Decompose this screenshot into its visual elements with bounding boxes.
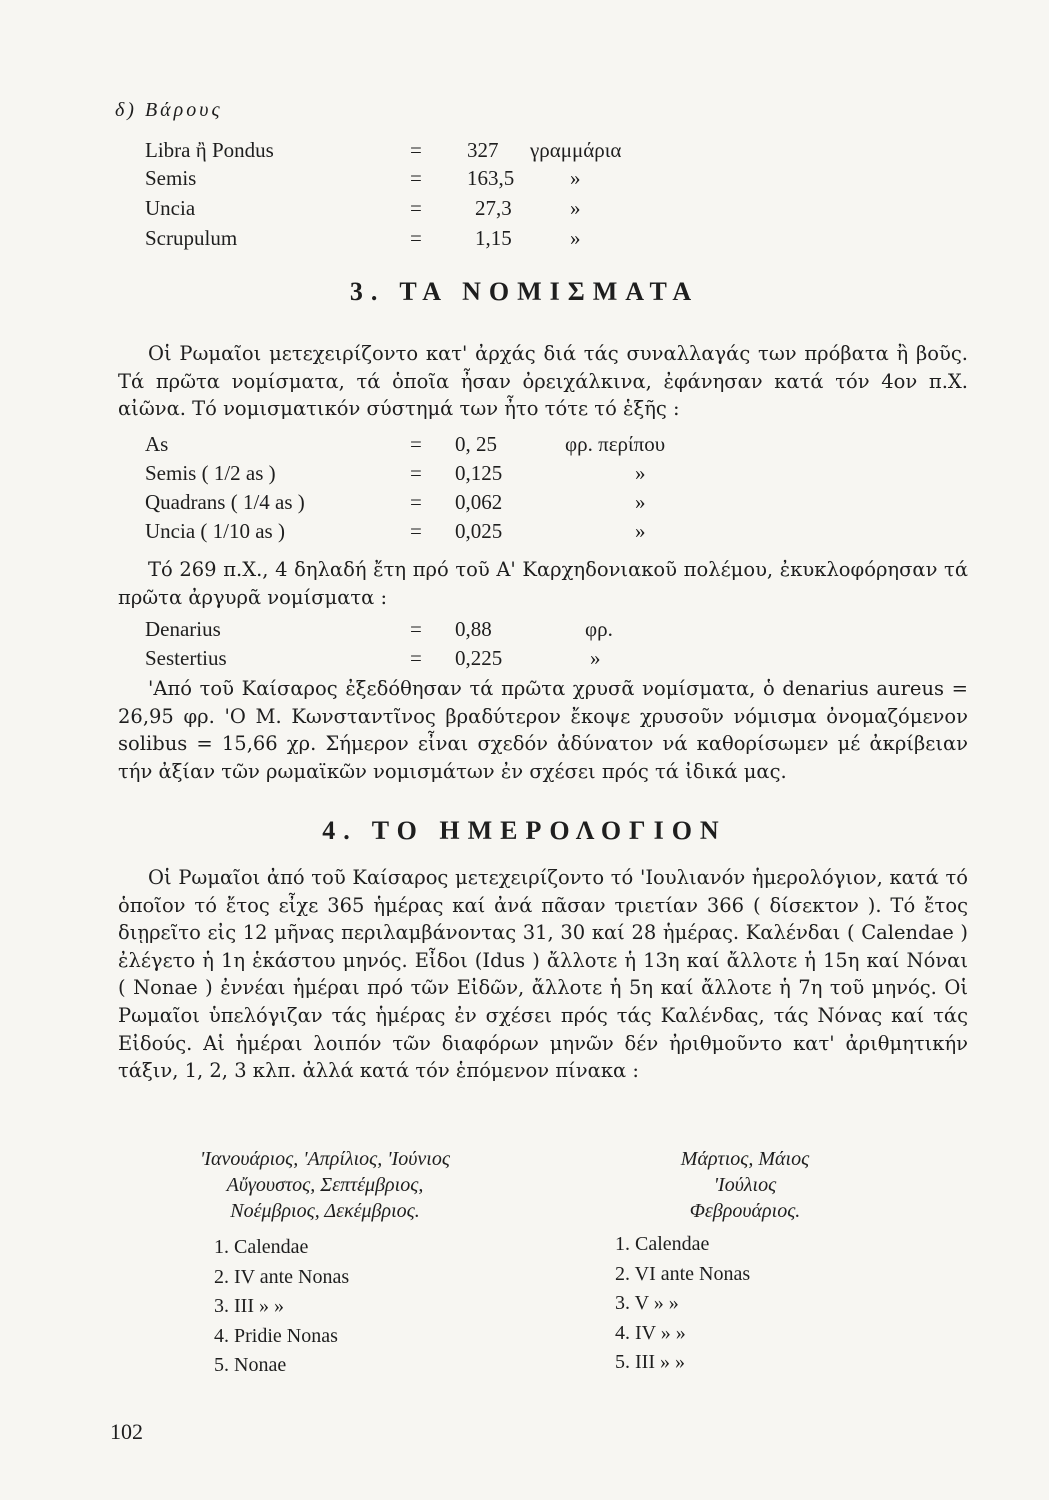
coin-row bbox=[145, 617, 845, 645]
coins-closing-text: 'Από τοῦ Καίσαρος ἐξεδόθησαν τά πρῶτα χρυσᾶ νομίσματα, ὁ denarius aureus = 26,95 φρ. 'Ο Μ. Κωνσταντῖνος βραδύτερον ἔκοψε χρυσοῦν νόμισμα ὀνομαζόμενον solibus = 15,66 χρ. Σήμερον εἶναι σχεδόν ἀδύνατον νά καθορίσωμεν μέ ἀκρίβειαν τήν ἀξίαν τῶν ρωμαϊκῶν νομισμάτων ἐν σχέσει πρός τά ἰδικά μας. bbox=[118, 677, 968, 783]
coin-name: Quadrans ( 1/4 as ) bbox=[145, 490, 305, 514]
coins-section-title: 3. ΤΑ ΝΟΜΙΣΜΑΤΑ bbox=[349, 277, 700, 306]
day-item: 1. Calendae bbox=[615, 1233, 710, 1255]
day-item: 4. Pridie Nonas bbox=[214, 1324, 338, 1347]
coin-unit: φρ. bbox=[585, 617, 613, 641]
day-item: 2. VI ante Nonas bbox=[615, 1262, 751, 1285]
coin-name: As bbox=[145, 432, 169, 456]
left-day-list bbox=[214, 1233, 349, 1381]
coin-unit: » bbox=[635, 519, 646, 543]
coin-value: 0,88 bbox=[455, 617, 492, 641]
equals-sign: = bbox=[410, 166, 422, 190]
day-item: 5. III » » bbox=[615, 1351, 685, 1373]
calendar-paragraph bbox=[118, 864, 968, 1085]
weight-value: 27,3 bbox=[475, 196, 512, 220]
equals-sign: = bbox=[410, 519, 422, 543]
month-line: Αὔγουστος, Σεπτέμβριος, bbox=[226, 1174, 424, 1196]
left-month-group bbox=[160, 1146, 490, 1224]
month-line: Νοέμβριος, Δεκέμβριος. bbox=[230, 1200, 420, 1222]
page-number: 102 bbox=[110, 1419, 143, 1444]
calendar-section-title: 4. ΤΟ ΗΜΕΡΟΛΟΓΙΟΝ bbox=[322, 816, 727, 845]
weight-name: Libra ἢ Pondus bbox=[145, 138, 274, 162]
coin-row bbox=[145, 461, 845, 489]
coin-unit: » bbox=[635, 461, 646, 485]
day-item: 5. Nonae bbox=[214, 1354, 287, 1376]
right-day-list bbox=[615, 1230, 750, 1378]
coins-closing-paragraph bbox=[118, 675, 968, 785]
day-item: 3. III » » bbox=[214, 1295, 284, 1317]
weight-unit: » bbox=[570, 226, 581, 250]
coins-intro-paragraph bbox=[118, 340, 968, 423]
month-line: Φεβρουάριος. bbox=[689, 1200, 801, 1222]
coins-middle-paragraph bbox=[118, 556, 968, 611]
weight-unit: » bbox=[570, 166, 581, 190]
coin-row bbox=[145, 432, 845, 460]
weight-value: 327 bbox=[467, 138, 499, 162]
coin-row bbox=[145, 646, 845, 674]
weight-unit: γραμμάρια bbox=[530, 138, 622, 162]
coins-intro-text: Οἱ Ρωμαῖοι μετεχειρίζοντο κατ' ἀρχάς διά τάς συναλλαγάς των πρόβατα ἢ βοῦς. Τά πρῶτα νομίσματα, τά ὁποῖα ἦσαν ὀρειχάλκινα, ἐφάνησαν κατά τόν 4ον π.Χ. αἰῶνα. Τό νομισματικόν σύστημά των ἦτο τότε τό ἑξῆς : bbox=[118, 342, 968, 421]
equals-sign: = bbox=[410, 617, 422, 641]
weight-name: Uncia bbox=[145, 196, 196, 220]
weight-name: Scrupulum bbox=[145, 226, 238, 250]
weight-unit: » bbox=[570, 196, 581, 220]
coins-middle-text: Τό 269 π.Χ., 4 δηλαδή ἔτη πρό τοῦ Α' Καρχηδονιακοῦ πολέμου, ἐκυκλοφόρησαν τά πρῶτα ἀργυρᾶ νομίσματα : bbox=[118, 558, 968, 609]
day-item: 2. IV ante Nonas bbox=[214, 1265, 350, 1288]
weight-name: Semis bbox=[145, 166, 197, 190]
equals-sign: = bbox=[410, 432, 422, 456]
coin-row bbox=[145, 519, 845, 547]
coin-name: Semis ( 1/2 as ) bbox=[145, 461, 276, 485]
weight-row bbox=[145, 166, 845, 194]
coin-name: Uncia ( 1/10 as ) bbox=[145, 519, 285, 543]
day-item: 4. IV » » bbox=[615, 1321, 686, 1344]
weight-value: 1,15 bbox=[475, 226, 512, 250]
coin-value: 0,225 bbox=[455, 646, 503, 670]
coin-value: 0,125 bbox=[455, 461, 503, 485]
coin-name: Denarius bbox=[145, 617, 221, 641]
month-line: 'Ιούλιος bbox=[713, 1174, 777, 1196]
equals-sign: = bbox=[410, 226, 422, 250]
equals-sign: = bbox=[410, 646, 422, 670]
day-item: 3. V » » bbox=[615, 1292, 679, 1314]
coin-name: Sestertius bbox=[145, 646, 227, 670]
equals-sign: = bbox=[410, 461, 422, 485]
weight-value: 163,5 bbox=[467, 166, 515, 190]
equals-sign: = bbox=[410, 196, 422, 220]
weights-heading: δ) Βάρους bbox=[115, 99, 223, 121]
weight-row bbox=[145, 226, 845, 254]
right-month-group bbox=[625, 1146, 865, 1224]
coin-unit: » bbox=[635, 490, 646, 514]
weight-row bbox=[145, 196, 845, 224]
month-line: 'Ιανουάριος, 'Απρίλιος, 'Ιούνιος bbox=[200, 1148, 450, 1170]
coin-value: 0,025 bbox=[455, 519, 503, 543]
coin-unit: φρ. περίπου bbox=[565, 432, 666, 456]
equals-sign: = bbox=[410, 138, 422, 162]
coin-row bbox=[145, 490, 845, 518]
coin-value: 0,062 bbox=[455, 490, 503, 514]
day-item: 1. Calendae bbox=[214, 1236, 309, 1258]
weight-row bbox=[145, 138, 845, 166]
month-line: Μάρτιος, Μάιος bbox=[680, 1148, 810, 1170]
coin-unit: » bbox=[590, 646, 601, 670]
calendar-text: Οἱ Ρωμαῖοι ἀπό τοῦ Καίσαρος μετεχειρίζοντο τό 'Ιουλιανόν ἡμερολόγιον, κατά τό ὁποῖον τό ἔτος εἶχε 365 ἡμέρας καί ἀνά πᾶσαν τριετίαν 366 ( δίσεκτον ). Τό ἔτος διῃρεῖτο εἰς 12 μῆνας περιλαμβάνοντας 31, 30 καί 28 ἡμέρας. Καλένδαι ( Calendae ) ἐλέγετο ἡ 1η ἑκάστου μηνός. Εἶδοι (Idus ) ἄλλοτε ἡ 13η καί ἄλλοτε ἡ 15η καί Νόναι ( Nonae ) ἐννέαι ἡμέραι πρό τῶν Εἰδῶν, ἄλλοτε ἡ 5η καί ἄλλοτε ἡ 7η τοῦ μηνός. Οἱ Ρωμαῖοι ὑπελόγιζαν τάς ἡμέρας ἐν σχέσει πρός τάς Καλένδας, τάς Νόνας καί τάς Εἰδούς. Αἱ ἡμέραι λοιπόν τῶν διαφόρων μηνῶν δέν ἠριθμοῦντο κατ' ἀριθμητικήν τάξιν, 1, 2, 3 κλπ. ἀλλά κατά τόν ἑπόμενον πίνακα : bbox=[118, 866, 968, 1083]
coin-value: 0, 25 bbox=[455, 432, 497, 456]
equals-sign: = bbox=[410, 490, 422, 514]
